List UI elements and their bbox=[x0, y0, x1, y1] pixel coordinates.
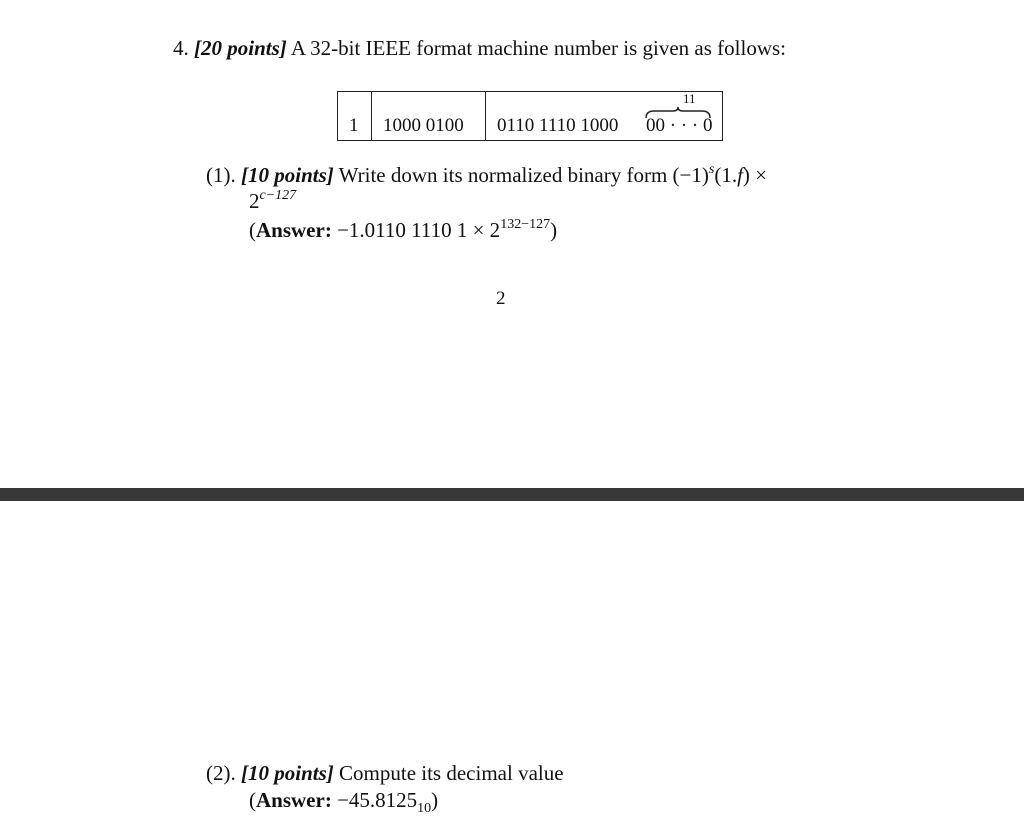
question-4-heading bbox=[173, 36, 786, 61]
fraction-tail: 00 · · · 0 bbox=[646, 115, 713, 136]
f-variable: f bbox=[737, 163, 743, 187]
answer-2-close-paren: ) bbox=[431, 788, 439, 812]
part-2-answer bbox=[249, 788, 439, 816]
page-number: 2 bbox=[496, 288, 506, 309]
part-2-points: [10 points] bbox=[241, 761, 334, 785]
paren-open-1f: (1. bbox=[714, 163, 738, 187]
answer-value: −1.0110 1110 1 × 2 bbox=[337, 218, 501, 242]
part-2-prompt bbox=[206, 761, 564, 786]
answer-open-paren: ( bbox=[249, 218, 256, 242]
part-2-label: (2). bbox=[206, 761, 236, 785]
question-number: 4. bbox=[173, 36, 189, 60]
power-base: 2 bbox=[249, 189, 260, 213]
exponent-cell bbox=[372, 92, 486, 140]
part-1-power bbox=[249, 189, 296, 214]
answer-2-open-paren: ( bbox=[249, 788, 256, 812]
answer-label: Answer: bbox=[256, 218, 332, 242]
part-1-points: [10 points] bbox=[241, 163, 334, 187]
part-1-text: Write down its normalized binary form (−1) bbox=[338, 163, 709, 187]
question-text: A 32-bit IEEE format machine number is given as follows: bbox=[290, 36, 786, 60]
part-2-text: Compute its decimal value bbox=[339, 761, 564, 785]
brace-count-label: 11 bbox=[683, 91, 696, 106]
exponent-bits: 1000 0100 bbox=[383, 115, 464, 136]
page-separator bbox=[0, 488, 1024, 501]
times-sign: ) × bbox=[742, 163, 768, 187]
part-1-label: (1). bbox=[206, 163, 236, 187]
answer-2-base: 10 bbox=[417, 801, 432, 816]
part-1-prompt bbox=[206, 163, 767, 188]
fraction-cell bbox=[486, 92, 722, 140]
answer-close-paren: ) bbox=[550, 218, 558, 242]
ieee-bit-table bbox=[337, 91, 723, 141]
sign-exponent: s bbox=[708, 162, 715, 177]
answer-2-value: −45.8125 bbox=[337, 788, 418, 812]
sign-bit: 1 bbox=[349, 115, 359, 136]
sign-bit-cell bbox=[338, 92, 372, 140]
overbrace bbox=[644, 106, 712, 120]
part-1-answer bbox=[249, 218, 557, 243]
question-points: [20 points] bbox=[194, 36, 287, 60]
answer-2-label: Answer: bbox=[256, 788, 332, 812]
power-exponent: c−127 bbox=[259, 188, 297, 203]
answer-exponent: 132−127 bbox=[500, 217, 551, 232]
fraction-prefix: 0110 1110 1000 bbox=[497, 115, 619, 136]
